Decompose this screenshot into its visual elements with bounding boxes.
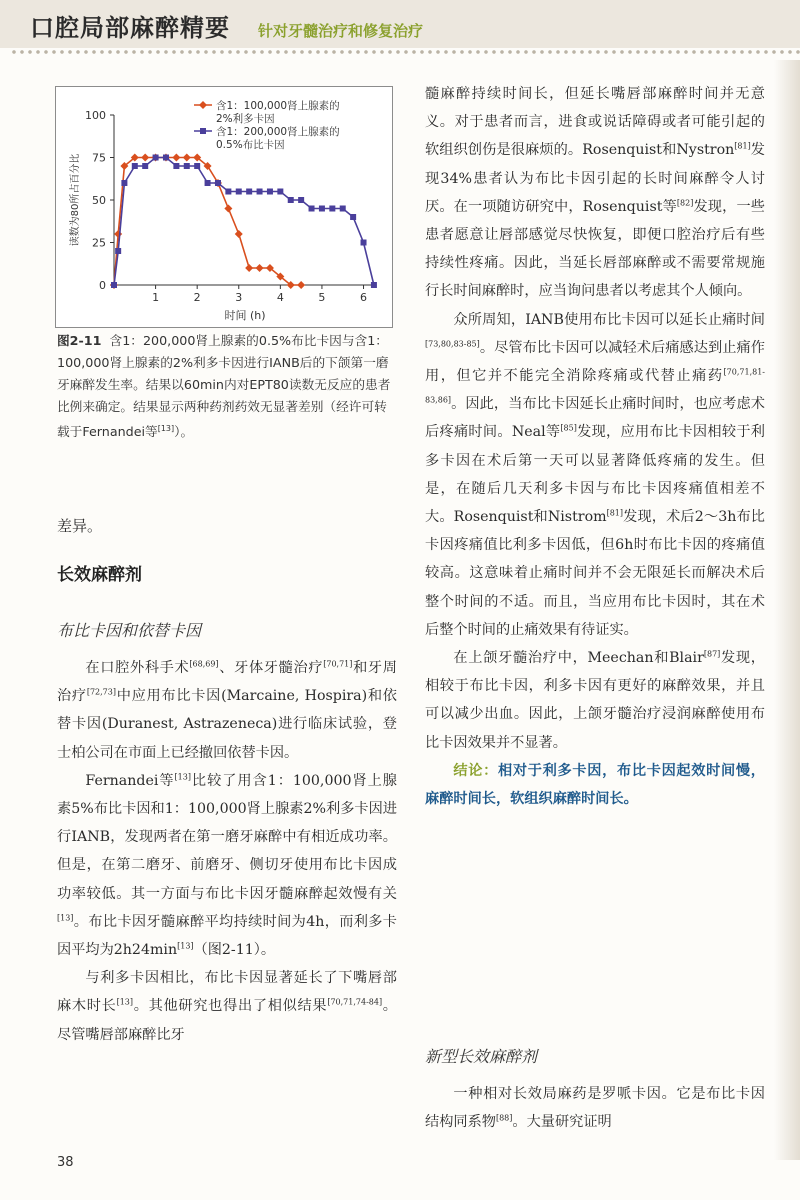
series-2-point (298, 197, 304, 203)
series-1-point (245, 264, 253, 272)
y-tick-label: 25 (92, 236, 106, 250)
conclusion-text: 相对于利多卡因，布比卡因起效时间慢，麻醉时间长，软组织麻醉时间长。 (425, 762, 765, 808)
series-2-point (340, 206, 346, 212)
figure-chart (55, 86, 393, 328)
series-2-point (132, 163, 138, 169)
series-2-point (115, 248, 121, 254)
legend-label-1: 含1：100,000肾上腺素的 2%利多卡因 (216, 100, 340, 125)
series-1-point (141, 154, 149, 162)
x-tick-label: 1 (152, 291, 160, 304)
y-tick-label: 75 (92, 151, 106, 165)
conclusion (425, 757, 765, 813)
caption-label: 图2-11 (57, 333, 102, 348)
caption-text: 含1：200,000肾上腺素的0.5%布比卡因与含1：100,000肾上腺素的2%利多卡因进行IANB后的下颌第一磨牙麻醉发生率。结果以60min内对EPT80读数无反应的患者比例来确定。结果显示两种药剂药效无显著差别（经许可转载于Fernandei等 (57, 333, 391, 440)
legend-marker-2 (200, 128, 206, 134)
y-axis-label: 读数为80所占百分比 (70, 153, 81, 247)
x-tick-label: 4 (276, 291, 284, 304)
conclusion-label: 结论： (453, 762, 498, 779)
series-1-point (224, 205, 232, 213)
series-2-point (142, 163, 148, 169)
series-2-point (288, 197, 294, 203)
caption-ref: [13] (157, 424, 175, 433)
series-2-point (267, 189, 273, 195)
right-paragraph-3: 在上颌牙髓治疗中，Meechan和Blair[87]发现，相较于布比卡因，利多卡因有更好的麻醉效果，并且可以减少出血。因此，上颌牙髓治疗浸润麻醉使用布比卡因效果并不显著。 (425, 649, 765, 751)
chart-svg (56, 87, 392, 327)
series-2-point (257, 189, 263, 195)
left-paragraph-1: 在口腔外科手术[68,69]、牙体牙髓治疗[70,71]和牙周治疗[72,73]中应用布比卡因(Marcaine, Hospira)和依替卡因(Duranest, Astrazeneca)进行临床试验，登士柏公司在市面上已经撤回依替卡因。 (57, 659, 397, 761)
x-tick-label: 5 (318, 291, 326, 304)
legend-marker-1 (199, 101, 207, 109)
left-diff-line (57, 512, 397, 540)
y-tick-label: 50 (92, 194, 106, 207)
series-2-point (236, 189, 242, 195)
page-number: 38 (57, 1155, 74, 1170)
x-tick-label: 3 (235, 291, 243, 304)
series-1-point (297, 281, 305, 289)
left-column (57, 654, 397, 1049)
right-column-bottom (425, 1080, 765, 1136)
subsection-heading-left: 布比卡因和依替卡因 (57, 621, 202, 640)
x-axis-label: 时间 (h) (224, 309, 266, 322)
series-2-point (371, 282, 377, 288)
series-2-point (329, 206, 335, 212)
series-2-point (194, 163, 200, 169)
x-tick-label: 2 (193, 291, 201, 304)
right-column-top (425, 80, 765, 813)
series-2-point (319, 206, 325, 212)
series-2-point (277, 189, 283, 195)
subsection-heading-right: 新型长效麻醉剂 (425, 1047, 538, 1066)
series-2-point (173, 163, 179, 169)
left-paragraph-2: Fernandei等[13]比较了用含1：100,000肾上腺素5%布比卡因和1：100,000肾上腺素2%利多卡因进行IANB，发现两者在第一磨牙麻醉中有相近成功率。但是，在第二磨牙、前磨牙、侧切牙使用布比卡因成功率较低。其一方面与布比卡因牙髓麻醉起效慢有关[13]。布比卡因牙髓麻醉平均持续时间为4h，而利多卡因平均为2h24min[13]（图2-11）。 (57, 772, 397, 959)
series-line-1 (114, 158, 301, 286)
series-2-point (361, 240, 367, 246)
header-dotted-rule (10, 48, 800, 56)
series-2-point (153, 155, 159, 161)
series-2-point (205, 180, 211, 186)
book-title: 口腔局部麻醉精要 (30, 14, 230, 42)
y-tick-label: 0 (99, 279, 106, 292)
series-2-point (350, 214, 356, 220)
figure-caption (57, 330, 397, 443)
series-2-point (163, 155, 169, 161)
series-2-point (246, 189, 252, 195)
right-paragraph-1: 髓麻醉持续时间长，但延长嘴唇部麻醉时间并无意义。对于患者而言，进食或说话障碍或者可能引起的软组织创伤是很麻烦的。Rosenquist和Nystron[81]发现34%患者认为布比卡因引起的长时间麻醉令人讨厌。在一项随访研究中，Rosenquist等[82]发现，一些患者愿意让唇部感觉尽快恢复，即便口腔治疗后有些持续性疼痛。因此，当延长唇部麻醉或不需要常规施行长时间麻醉时，应当询问患者以考虑其个人倾向。 (425, 86, 765, 300)
x-tick-label: 6 (360, 291, 368, 304)
series-2-point (121, 180, 127, 186)
y-tick-label: 100 (85, 109, 106, 122)
series-1-point (183, 154, 191, 162)
left-paragraph-3: 与利多卡因相比，布比卡因显著延长了下嘴唇部麻木时长[13]。其他研究也得出了相似结果[70,71,74-84]。尽管嘴唇部麻醉比牙 (57, 970, 397, 1043)
series-1-point (114, 230, 122, 238)
series-2-point (111, 282, 117, 288)
series-2-point (184, 163, 190, 169)
series-2-point (309, 206, 315, 212)
book-subtitle: 针对牙髓治疗和修复治疗 (258, 22, 424, 40)
series-2-point (225, 189, 231, 195)
caption-tail: ）。 (174, 424, 194, 440)
series-1-point (235, 230, 243, 238)
series-1-point (172, 154, 180, 162)
right-paragraph-4: 一种相对长效局麻药是罗哌卡因。它是布比卡因结构同系物[88]。大量研究证明 (425, 1086, 765, 1131)
page-gutter-shadow (774, 60, 800, 1160)
series-1-point (256, 264, 264, 272)
series-line-2 (114, 158, 374, 286)
section-heading: 长效麻醉剂 (57, 565, 142, 585)
series-2-point (215, 180, 221, 186)
legend-label-2: 含1：200,000肾上腺素的 0.5%布比卡因 (216, 126, 340, 151)
right-paragraph-2: 众所周知，IANB使用布比卡因可以延长止痛时间[73,80,83-85]。尽管布比卡因可以减轻术后痛感达到止痛作用，但它并不能完全消除疼痛或代替止痛药[70,71,81-83,86]。因此，当布比卡因延长止痛时间时，也应考虑术后疼痛时间。Neal等[85]发现，应用布比卡因相较于利多卡因在术后第一天可以显著降低疼痛的发生。但是，在随后几天利多卡因与布比卡因疼痛值相差不大。Rosenquist和Nistrom[81]发现，术后2～3h布比卡因疼痛值比利多卡因低，但6h时布比卡因的疼痛值较高。这意味着止痛时间并不会无限延长而解决术后整个时间的不适。而且，当应用布比卡因时，其在术后整个时间的止痛效果有待证实。 (425, 311, 765, 638)
left-diff-text: 差异。 (57, 517, 103, 535)
